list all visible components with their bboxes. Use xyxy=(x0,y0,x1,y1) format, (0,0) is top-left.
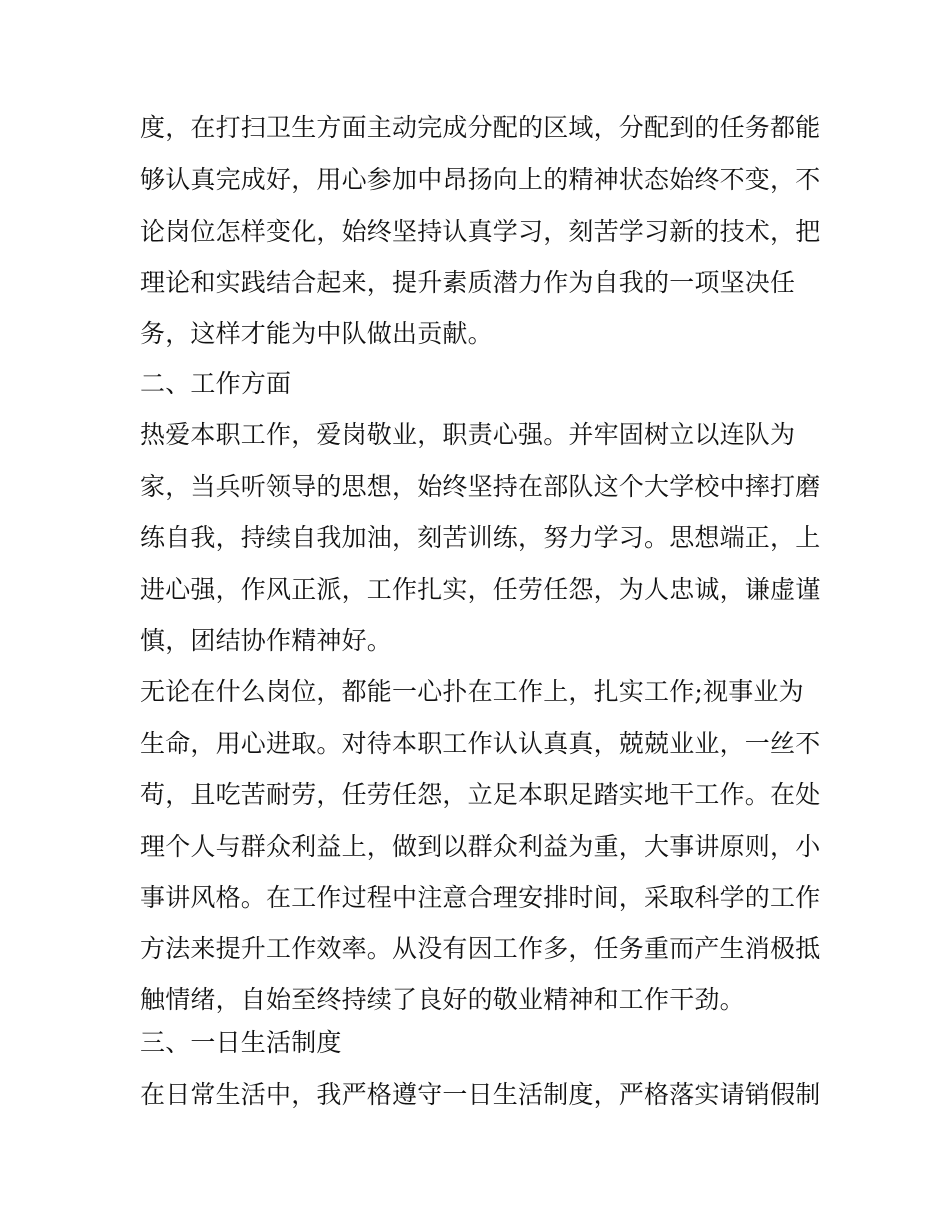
paragraph-line: 理个人与群众利益上，做到以群众利益为重，大事讲原则，小 xyxy=(140,832,821,861)
paragraph-line: 方法来提升工作效率。从没有因工作多，任务重而产生消极抵 xyxy=(140,934,821,963)
paragraph-line: 练自我，持续自我加油，刻苦训练，努力学习。思想端正，上 xyxy=(140,523,821,552)
paragraph-line: 苟，且吃苦耐劳，任劳任怨，立足本职足踏实地干工作。在处 xyxy=(140,780,821,809)
paragraph-line: 论岗位怎样变化，始终坚持认真学习，刻苦学习新的技术，把 xyxy=(140,217,821,246)
paragraph-line: 慎，团结协作精神好。 xyxy=(140,626,393,655)
section-heading: 三、一日生活制度 xyxy=(140,1028,342,1057)
paragraph-line: 热爱本职工作，爱岗敬业，职责心强。并牢固树立以连队为 xyxy=(140,420,796,449)
paragraph-line: 家，当兵听领导的思想，始终坚持在部队这个大学校中摔打磨 xyxy=(140,472,821,501)
paragraph-line: 度，在打扫卫生方面主动完成分配的区域，分配到的任务都能 xyxy=(140,113,821,142)
paragraph-line: 无论在什么岗位，都能一心扑在工作上，扎实工作;视事业为 xyxy=(140,677,804,706)
paragraph-line: 务，这样才能为中队做出贡献。 xyxy=(140,319,493,348)
paragraph-line: 事讲风格。在工作过程中注意合理安排时间，采取科学的工作 xyxy=(140,883,821,912)
paragraph-line: 理论和实践结合起来，提升素质潜力作为自我的一项坚决任 xyxy=(140,268,796,297)
paragraph-line: 生命，用心进取。对待本职工作认认真真，兢兢业业，一丝不 xyxy=(140,729,821,758)
paragraph-line: 进心强，作风正派，工作扎实，任劳任怨，为人忠诚，谦虚谨 xyxy=(140,575,821,604)
paragraph-line: 触情绪，自始至终持续了良好的敬业精神和工作干劲。 xyxy=(140,985,745,1014)
paragraph-line: 够认真完成好，用心参加中昂扬向上的精神状态始终不变，不 xyxy=(140,165,821,194)
section-heading: 二、工作方面 xyxy=(140,369,292,398)
paragraph-line: 在日常生活中，我严格遵守一日生活制度，严格落实请销假制 xyxy=(140,1080,821,1109)
